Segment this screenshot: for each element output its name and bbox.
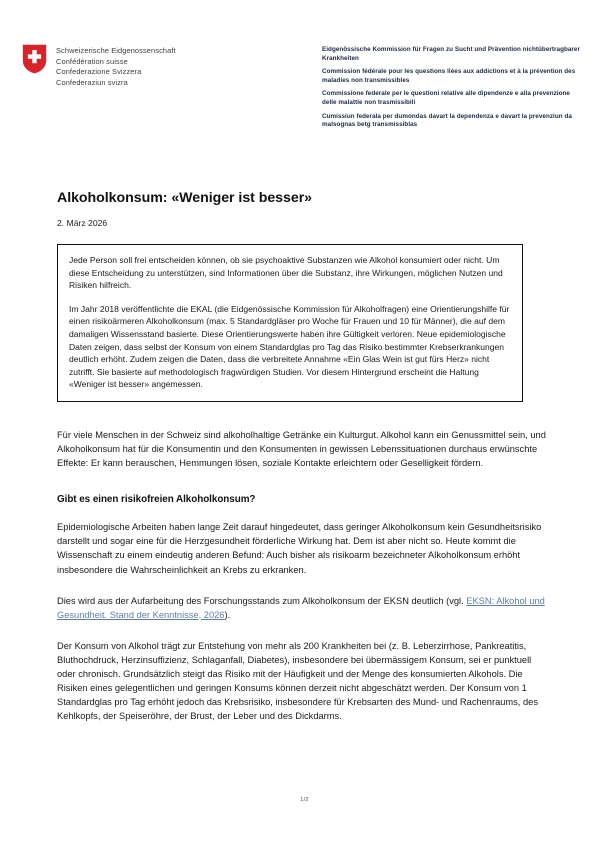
confederation-names <box>56 44 176 88</box>
commission-names-block <box>322 46 584 130</box>
confederation-name-rm: Confederaziun svizra <box>56 77 128 87</box>
body-paragraph-1: Epidemiologische Arbeiten haben lange Zeit darauf hingedeutet, dass geringer Alkoholkonsum kein Gesundheitsrisiko darstellt und sogar eine für die Herzgesundheit förderliche Wirkung hat. Dem ist aber nicht so. Heute kommt die Wissenschaft zu einem eindeutig anderen Befund: Auch bisher als risikoarm bezeichneter Alkoholkonsum erhöht insbesondere die Wahrscheinlichkeit an Krebs zu erkranken. <box>57 522 542 575</box>
commission-name-de: Eidgenössische Kommission für Fragen zu Sucht und Prävention nichtübertragbarer Krankheiten <box>322 46 580 62</box>
commission-name-it: Commissione federale per le questioni relative alle dipendenze e alla prevenzione delle malattie non trasmissibili <box>322 90 570 106</box>
swiss-confederation-shield-icon <box>22 44 47 74</box>
body-paragraph-3: Der Konsum von Alkohol trägt zur Entstehung von mehr als 200 Krankheiten bei (z. B. Leberzirrhose, Pankreatitis, Bluthochdruck, Herzinsuffizienz, Schlaganfall, Diabetes), insbesondere bei übermässigem Konsum, sei er punktuell oder chronisch. Grundsätzlich steigt das Risiko mit der Häufigkeit und der Menge des konsumierten Alkohols. Die Risiken eines gelegentlichen und geringen Konsums können derzeit nicht abgeschätzt werden. Der Konsum von 1 Standardglas pro Tag erhöht jedoch das Krebsrisiko, insbesondere für Krebsarten des Mund- und Rachenraums, des Kehlkopfs, der Speiseröhre, der Brust, der Leber und des Dickdarms. <box>57 640 538 722</box>
section-heading: Gibt es einen risikofreien Alkoholkonsum? <box>57 494 256 506</box>
paragraph-2-suffix: ). <box>224 609 231 620</box>
callout-paragraph-1: Jede Person soll frei entscheiden können, ob sie psychoaktive Substanzen wie Alkohol konsumiert oder nicht. Um diese Entscheidung zu unterstützen, sind Informationen über die Substanz, ihre Wirkungen, möglichen Nutzen und Risiken hilfreich. <box>69 255 503 291</box>
confederation-logo-block <box>22 44 176 88</box>
confederation-name-fr: Confédération suisse <box>56 56 128 66</box>
callout-box <box>57 244 523 402</box>
page-title: Alkoholkonsum: «Weniger ist besser» <box>57 190 313 206</box>
commission-name-rm: Cumissiun federala per dumondas davart la dependenza e davart la prevenziun da malsognas betg transmissiblas <box>322 112 572 129</box>
document-date: 2. März 2026 <box>57 218 108 228</box>
document-content <box>57 190 547 740</box>
paragraph-2-prefix: Dies wird aus der Aufarbeitung des Forschungsstands zum Alkoholkonsum der EKSN deutlich (vgl. <box>57 595 467 606</box>
page-footer <box>0 797 609 803</box>
confederation-name-it: Confederazione Svizzera <box>56 67 142 77</box>
eksn-report-link[interactable]: EKSN: Alkohol und Gesundheit. Stand der Kenntnisse, 2026 <box>57 595 545 620</box>
intro-paragraph: Für viele Menschen in der Schweiz sind alkoholhaltige Getränke ein Kulturgut. Alkohol kann ein Genussmittel sein, und Alkoholkonsum hat für die Konsumentin und den Konsumenten in gewissen Lebenssituationen durchaus erwünschte Effekte: Er kann berauschen, Hemmungen lösen, soziale Kontakte erleichtern oder Geselligkeit fördern. <box>57 429 546 469</box>
confederation-name-de: Schweizerische Eidgenossenschaft <box>56 46 176 55</box>
callout-paragraph-2: Im Jahr 2018 veröffentlichte die EKAL (die Eidgenössische Kommission für Alkoholfragen) eine Orientierungshilfe für einen risikoärmeren Alkoholkonsum (max. 5 Standardgläser pro Woche für Frauen und 10 für Männer), die auf dem damaligen Wissensstand basierte. Diese Orientierungswerte haben ihre Gültigkeit verloren. Neue epidemiologische Daten zeigen, dass selbst der Konsum von einem Standardglas pro Tag das Risiko bestimmter Krebserkrankungen deutlich erhöht. Zudem zeigen die Daten, dass die verbreitete Annahme «Ein Glas Wein ist gut fürs Herz» nicht zutrifft. Sie basierte auf methodologisch fragwürdigen Studien. Vor diesem Hintergrund erscheint die Haltung «Weniger ist besser» angemessen. <box>69 303 510 390</box>
commission-name-fr: Commission fédérale pour les questions liées aux addictions et à la prévention des maladies non transmissibles <box>322 68 576 84</box>
page-number: 1/2 <box>300 797 309 803</box>
document-header <box>0 44 609 154</box>
body-paragraph-2 <box>57 594 547 622</box>
